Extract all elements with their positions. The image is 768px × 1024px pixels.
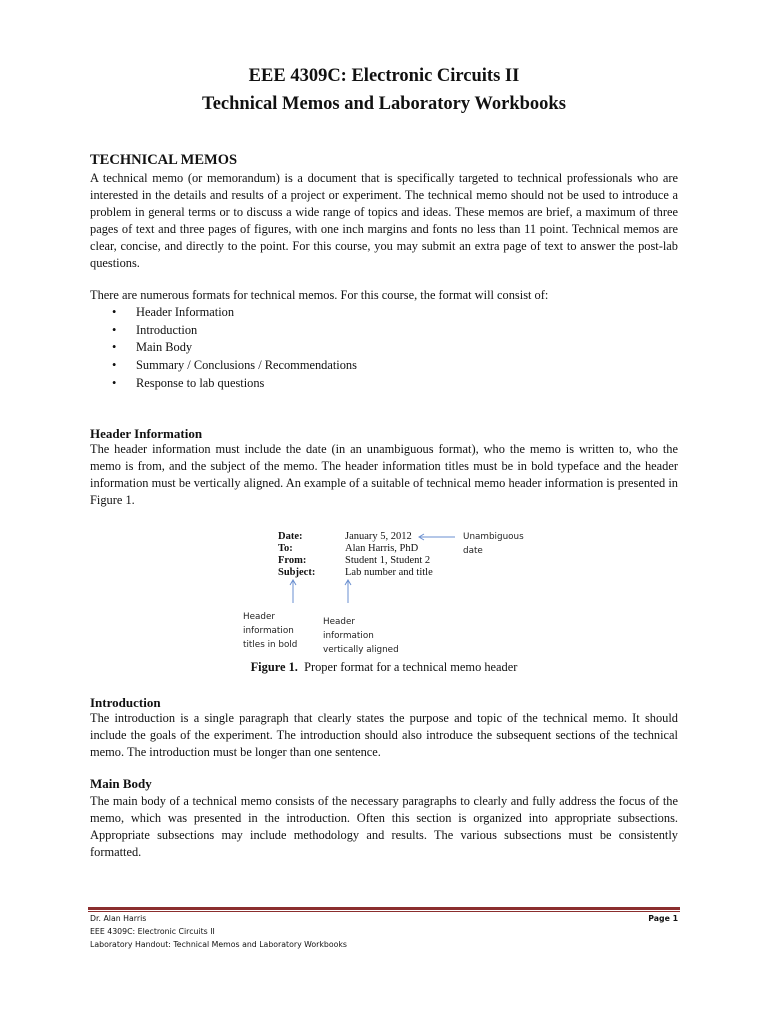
bullet-icon: • (112, 305, 117, 319)
annotation-information-mid: information (323, 631, 374, 641)
list-item: • Summary / Conclusions / Recommendations (112, 357, 357, 375)
figure-label-from: From: (278, 555, 307, 566)
page-title: EEE 4309C: Electronic Circuits II (248, 66, 520, 86)
figure-caption-label: Figure 1. (250, 660, 298, 674)
bullet-icon: • (112, 358, 117, 373)
figure-label-to: To: (278, 543, 293, 554)
technical-memos-heading: TECHNICAL MEMOS (90, 152, 238, 168)
footer-divider-thin (88, 911, 680, 912)
annotation-vertically-aligned: vertically aligned (323, 645, 399, 655)
list-item: • Main Body (112, 339, 357, 357)
figure-value-to: Alan Harris, PhD (345, 543, 419, 554)
page-subtitle: Technical Memos and Laboratory Workbooks (202, 94, 566, 114)
annotation-header-mid: Header (323, 617, 356, 627)
annotation-header-left: Header (243, 612, 276, 622)
list-item: • Header Information (112, 304, 357, 322)
figure-value-from: Student 1, Student 2 (345, 555, 431, 566)
figure-caption (0, 660, 768, 675)
header-information-paragraph: The header information must include the date (in an unambiguous format), who the memo is written to, who the memo is from, and the subject of the memo. The header information titles must be in bold typeface and the header information must be vertically aligned. An example of a suitable of technical memo header information is presented in Figure 1. (90, 442, 678, 507)
annotation-unambiguous: Unambiguous (463, 532, 524, 542)
list-item: • Response to lab questions (112, 375, 357, 393)
annotation-titles-bold: titles in bold (243, 640, 298, 650)
footer-author: Dr. Alan Harris (90, 914, 147, 923)
introduction-paragraph: The introduction is a single paragraph that clearly states the purpose and topic of the technical memo. It should include the goals of the experiment. The introduction should also introduce the subsequent sections of the technical memo. The introduction must be longer than one sentence. (90, 711, 678, 759)
figure-label-date: Date: (278, 531, 303, 542)
technical-memos-paragraph: A technical memo (or memorandum) is a document that is specifically targeted to technical professionals who are interested in the details and results of a project or experiment. The technical memo should not be used to introduce a problem in general terms or to discuss a wide range of topics and ideas. These memos are brief, a maximum of three pages of text and three pages of figures, with one inch margins and fonts no less than 11 point. Technical memos are clear, concise, and directly to the point. For this course, you may submit an extra page of text to answer the post-lab questions. (90, 171, 678, 270)
footer-handout: Laboratory Handout: Technical Memos and Laboratory Workbooks (90, 940, 347, 949)
figure-label-subject: Subject: (278, 567, 316, 578)
figure-value-date: January 5, 2012 (345, 531, 412, 542)
bullet-icon: • (112, 375, 117, 390)
footer-course: EEE 4309C: Electronic Circuits II (90, 927, 215, 936)
main-body-paragraph: The main body of a technical memo consists of the necessary paragraphs to clearly and fully address the focus of the memo, which was presented in the introduction. Often this section is organized into appropriate subsections. Appropriate subsections may include methodology and results. The various subsections must be consistently formatted. (90, 794, 678, 859)
bullet-icon: • (112, 340, 117, 355)
figure-caption-text: Proper format for a technical memo header (304, 660, 518, 674)
main-body-heading: Main Body (90, 776, 152, 791)
footer-page-number: Page 1 (648, 914, 678, 923)
list-item: • Introduction (112, 322, 357, 340)
annotation-date: date (463, 546, 483, 556)
bullet-icon: • (112, 322, 117, 337)
formats-paragraph: There are numerous formats for technical memos. For this course, the format will consist of: (90, 288, 549, 302)
introduction-heading: Introduction (90, 695, 161, 710)
format-bullet-list (112, 304, 357, 393)
memo-header-figure (225, 520, 565, 655)
figure-value-subject: Lab number and title (345, 567, 433, 578)
header-information-heading: Header Information (90, 426, 203, 441)
annotation-information-left: information (243, 626, 294, 636)
footer-divider (88, 907, 680, 910)
